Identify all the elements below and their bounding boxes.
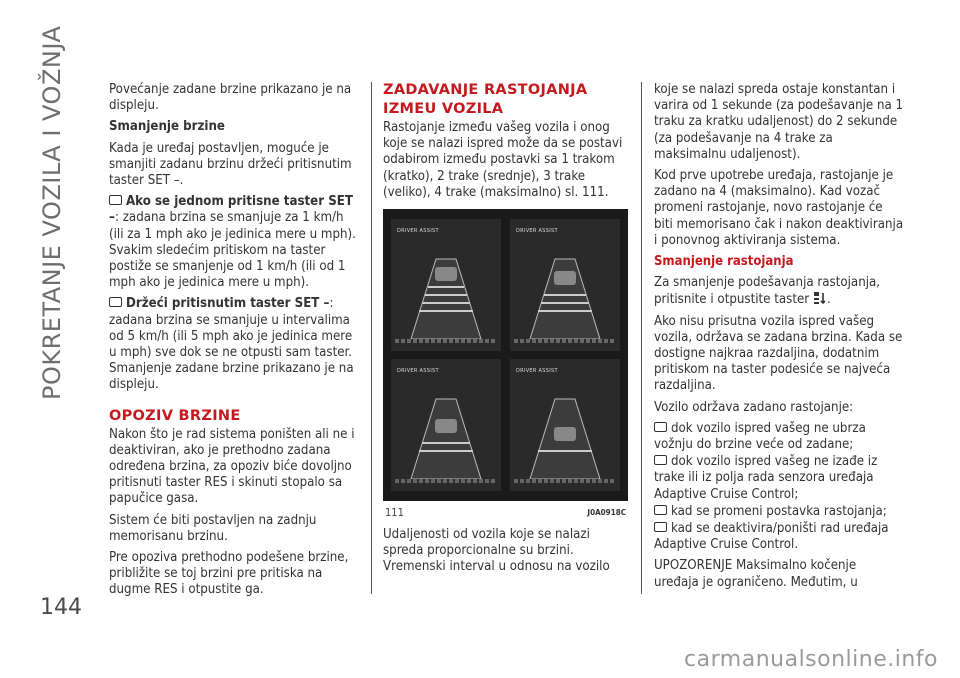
panel-title: DRIVER ASSIST	[397, 228, 439, 235]
bullet-icon	[109, 297, 122, 307]
display-panel-2-bars	[391, 359, 501, 491]
panel-title: DRIVER ASSIST	[397, 368, 439, 375]
road-diagram	[391, 359, 501, 491]
subheading-speed-decrease: Smanjenje brzine	[109, 119, 225, 135]
bullet-icon	[654, 422, 667, 432]
paragraph: koje se nalazi spreda ostaje konstantan i varira od 1 sekunde (za podešavanje na 1 traku za kratku udaljenost) do 2 sekunde (za podešavanje na 4 trake za maksimalnu udaljenost).	[654, 82, 904, 162]
paragraph: Udaljenosti od vozila koje se nalazi spreda proporcionalne su brzini. Vremenski interval u odnosu na vozilo	[383, 527, 610, 575]
paragraph: Ako nisu prisutna vozila ispred vašeg vozila, održava se zadana brzina. Kada se dostigne najkraa razdaljina, dodatnim pritiskom na taster podesiće se najveća razdaljina.	[654, 313, 903, 394]
bullet-bold: Držeći pritisnutim taster SET –	[126, 296, 330, 312]
bullet-text: : zadana brzina se smanjuje u intervalima od 5 km/h (ili 5 mph ako je jedinica mere u mph) sve dok se ne otpusti sam taster. Smanjenje zadane brzine prikazano je na displeju.	[109, 296, 354, 393]
figure-111	[383, 209, 628, 521]
bullet-text: dok vozilo ispred vašeg ne izađe iz trake ili iz polja rada senzora uređaja Adaptive Cruise Control;	[654, 454, 878, 502]
paragraph: Kod prve upotrebe uređaja, rastojanje je zadano na 4 (maksimalno). Kad vozač promeni rastojanje, novo rastojanje će biti memorisano čak i nakon deaktiviranja i ponovnog aktiviranja sistema.	[654, 168, 904, 248]
column-1	[109, 82, 357, 604]
bullet-text: : zadana brzina se smanjuje za 1 km/h (ili za 1 mph ako je jedinica mere u mph). Svakim sledećim pritiskom na taster postiže se smanjenje od 1 km/h (ili od 1 mph ako je jedinica mere u mph).	[109, 210, 356, 291]
bullet-item	[654, 504, 904, 520]
column-2	[383, 82, 628, 581]
road-diagram	[391, 219, 501, 351]
bullet-item	[109, 194, 357, 291]
paragraph-text: Za smanjenje podešavanja rastojanja, pritisnite i otpustite taster	[654, 275, 881, 308]
paragraph: UPOZORENJE Maksimalno kočenje uređaja je ograničeno. Međutim, u	[654, 558, 858, 590]
bullet-bold: Ako se jednom pritisne taster SET –	[109, 194, 353, 226]
bullet-item	[654, 454, 904, 503]
bullet-icon	[654, 505, 667, 515]
paragraph: Pre opoziva prethodno podešene brzine, približite se toj brzini pre pritiska na dugme RES i otpustite ga.	[109, 550, 349, 598]
page-number: 144	[40, 595, 82, 620]
bullet-text: kad se deaktivira/poništi rad uređaja Adaptive Cruise Control.	[654, 521, 889, 553]
bullet-text: dok vozilo ispred vašeg ne ubrza vožnju do brzine veće od zadane;	[654, 420, 866, 453]
bullet-icon	[654, 522, 667, 532]
road-diagram	[510, 219, 620, 351]
subheading-distance-decrease: Smanjenje rastojanja	[654, 254, 794, 270]
display-panel-4-bars	[391, 219, 501, 351]
road-diagram	[510, 359, 620, 491]
watermark: carmanualsonline.info	[684, 647, 938, 672]
paragraph: Povećanje zadane brzine prikazano je na displeju.	[109, 82, 352, 114]
column-divider	[371, 82, 372, 594]
section-side-title: POKRETANJE VOZILA I VOŽNJA	[38, 25, 66, 400]
bullet-item	[654, 421, 904, 453]
heading-distance-line1: ZADAVANJE RASTOJANJA	[383, 82, 588, 98]
figure-number: 111	[385, 505, 404, 519]
bullet-item	[654, 521, 904, 553]
panel-gauge	[514, 479, 616, 483]
display-panel-1-bar	[510, 359, 620, 491]
paragraph: Vozilo održava zadano rastojanje:	[654, 399, 854, 415]
figure-code: J0A0918C	[587, 507, 626, 517]
panel-title: DRIVER ASSIST	[516, 228, 558, 235]
paragraph: Za smanjenje podešavanja rastojanja, pritisnite i otpustite taster .	[654, 275, 881, 308]
figure-image	[383, 209, 628, 501]
heading-distance-line2: IZMEU VOZILA	[383, 101, 504, 117]
display-panel-3-bars	[510, 219, 620, 351]
paragraph: Kada je uređaj postavljen, moguće je smanjiti zadanu brzinu držeći pritisnutim taster SET –.	[109, 140, 352, 189]
heading-speed-recall: OPOZIV BRZINE	[109, 407, 241, 424]
bullet-text: kad se promeni postavka rastojanja;	[671, 503, 887, 519]
distance-setting-icon	[813, 291, 827, 305]
panel-gauge	[514, 339, 616, 343]
column-divider	[641, 82, 642, 594]
column-3	[654, 82, 904, 596]
bullet-item	[109, 296, 357, 393]
bullet-icon	[654, 455, 667, 465]
panel-title: DRIVER ASSIST	[516, 368, 558, 375]
panel-gauge	[395, 479, 497, 483]
panel-gauge	[395, 339, 497, 343]
paragraph: Sistem će biti postavljen na zadnju memorisanu brzinu.	[109, 512, 317, 544]
paragraph: Rastojanje između vašeg vozila i onog koje se nalazi ispred može da se postavi odabirom između postavki sa 1 trakom (kratko), 2 trake (srednje), 3 trake (veliko), 4 trake (maksimalno) sl. 111.	[383, 120, 623, 200]
paragraph: Nakon što je rad sistema poništen ali ne i deaktiviran, ako je prethodno zadana određena brzina, za opoziv biće dovoljno pritisnuti taster RES i skinuti stopalo sa papučice gasa.	[109, 426, 355, 507]
bullet-icon	[109, 195, 122, 205]
